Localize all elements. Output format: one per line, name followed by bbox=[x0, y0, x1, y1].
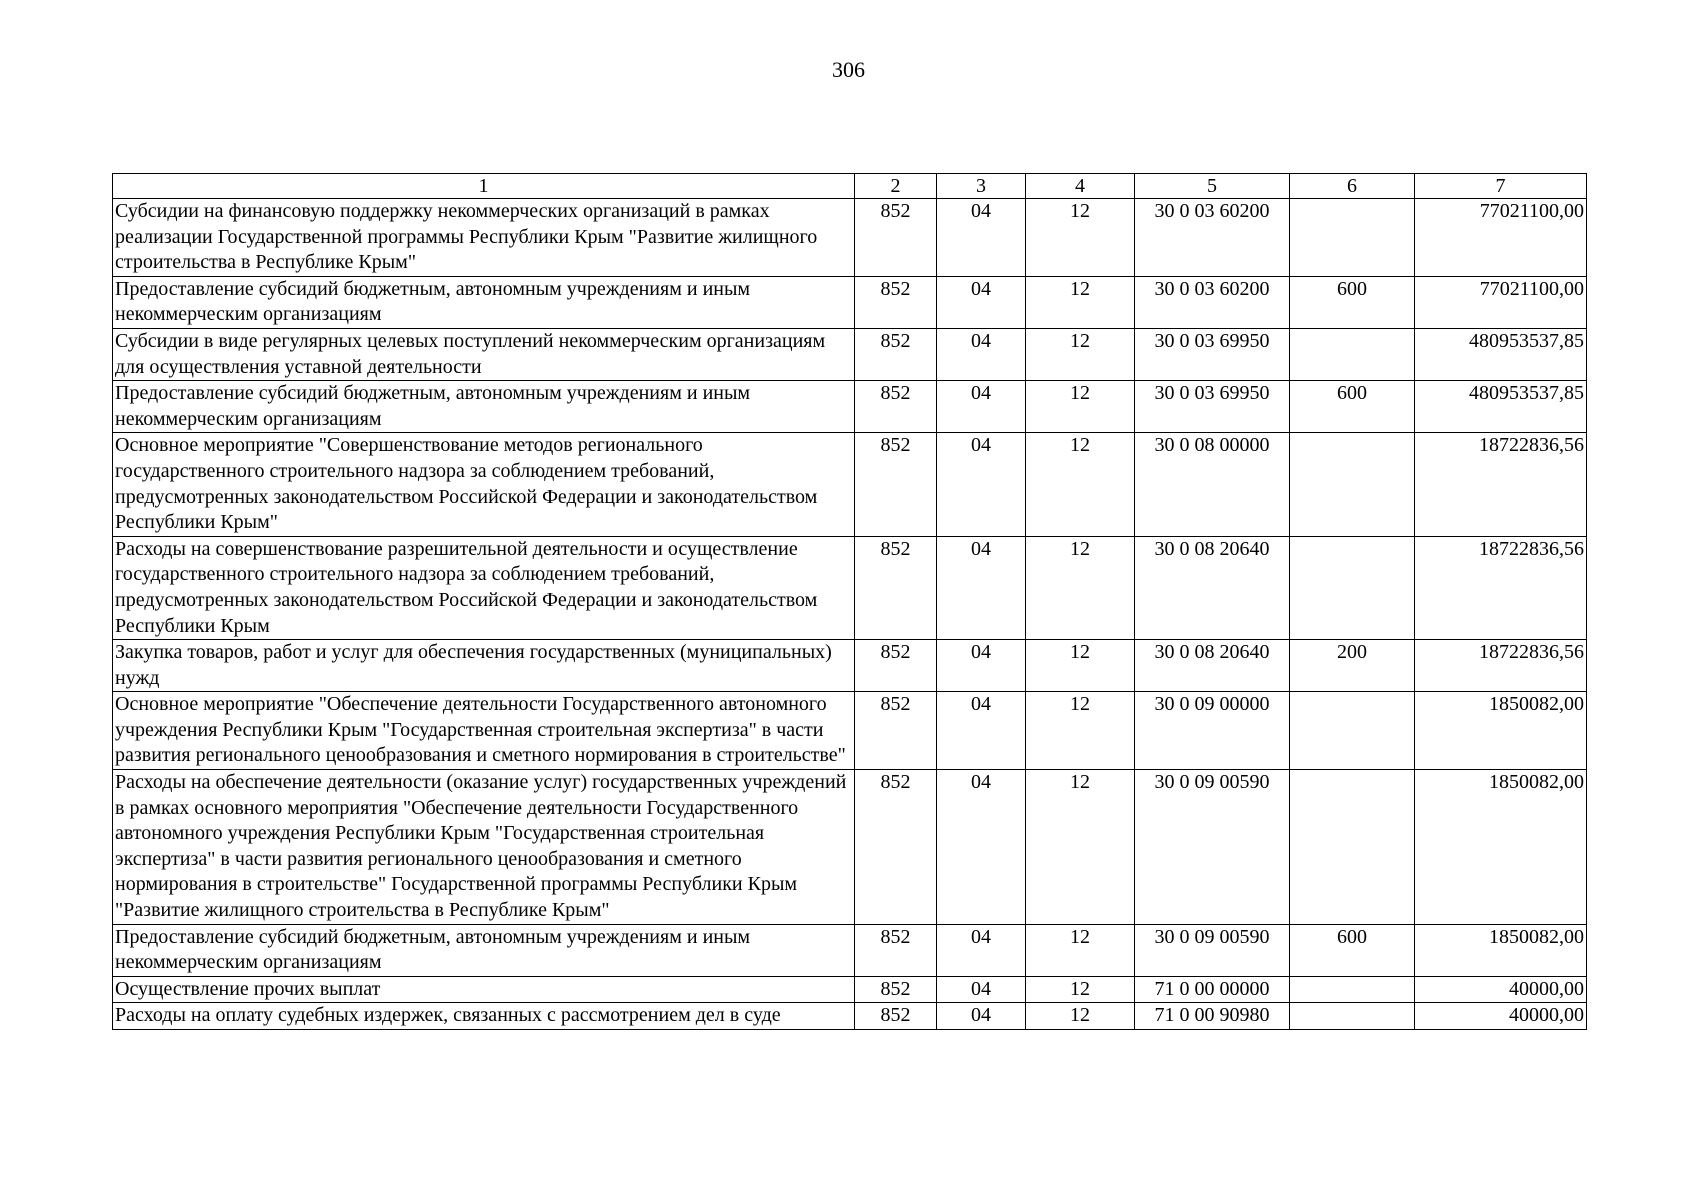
row-amount: 1850082,00 bbox=[1415, 770, 1587, 925]
column-header-7: 7 bbox=[1415, 174, 1587, 199]
row-section: 04 bbox=[937, 199, 1026, 277]
row-subsection: 12 bbox=[1026, 770, 1135, 925]
row-expense-type: 600 bbox=[1290, 924, 1415, 976]
row-grbs: 852 bbox=[855, 770, 937, 925]
row-grbs: 852 bbox=[855, 536, 937, 639]
budget-table bbox=[112, 173, 1587, 1030]
row-subsection: 12 bbox=[1026, 692, 1135, 770]
row-subsection: 12 bbox=[1026, 640, 1135, 692]
row-amount: 18722836,56 bbox=[1415, 536, 1587, 639]
row-target-article: 30 0 03 69950 bbox=[1135, 328, 1290, 380]
table-row bbox=[113, 381, 1587, 433]
column-header-1: 1 bbox=[113, 174, 855, 199]
row-grbs: 852 bbox=[855, 1003, 937, 1030]
column-header-5: 5 bbox=[1135, 174, 1290, 199]
row-subsection: 12 bbox=[1026, 536, 1135, 639]
row-grbs: 852 bbox=[855, 199, 937, 277]
row-amount: 1850082,00 bbox=[1415, 692, 1587, 770]
row-name: Основное мероприятие "Совершенствование методов регионального государственного строительного надзора за соблюдением требований, предусмотренных законодательством Российской Федерации и законодательством Республики Крым" bbox=[113, 433, 855, 536]
row-expense-type bbox=[1290, 328, 1415, 380]
row-section: 04 bbox=[937, 976, 1026, 1003]
row-target-article: 30 0 09 00000 bbox=[1135, 692, 1290, 770]
row-grbs: 852 bbox=[855, 640, 937, 692]
row-expense-type bbox=[1290, 199, 1415, 277]
row-expense-type: 600 bbox=[1290, 276, 1415, 328]
table-row bbox=[113, 924, 1587, 976]
table-row bbox=[113, 976, 1587, 1003]
row-target-article: 30 0 08 20640 bbox=[1135, 640, 1290, 692]
row-expense-type bbox=[1290, 692, 1415, 770]
row-section: 04 bbox=[937, 1003, 1026, 1030]
row-section: 04 bbox=[937, 640, 1026, 692]
row-grbs: 852 bbox=[855, 381, 937, 433]
column-header-4: 4 bbox=[1026, 174, 1135, 199]
row-section: 04 bbox=[937, 770, 1026, 925]
row-section: 04 bbox=[937, 381, 1026, 433]
row-name: Расходы на оплату судебных издержек, связанных с рассмотрением дел в суде bbox=[113, 1003, 855, 1030]
row-expense-type: 600 bbox=[1290, 381, 1415, 433]
row-target-article: 30 0 03 69950 bbox=[1135, 381, 1290, 433]
row-name: Расходы на совершенствование разрешительной деятельности и осуществление государственного строительного надзора за соблюдением требований, предусмотренных законодательством Российской Федерации и законодательством Республики Крым bbox=[113, 536, 855, 639]
row-section: 04 bbox=[937, 536, 1026, 639]
row-expense-type bbox=[1290, 1003, 1415, 1030]
row-section: 04 bbox=[937, 276, 1026, 328]
row-name: Предоставление субсидий бюджетным, автономным учреждениям и иным некоммерческим организациям bbox=[113, 924, 855, 976]
row-name: Осуществление прочих выплат bbox=[113, 976, 855, 1003]
row-target-article: 71 0 00 90980 bbox=[1135, 1003, 1290, 1030]
row-name: Предоставление субсидий бюджетным, автономным учреждениям и иным некоммерческим организациям bbox=[113, 276, 855, 328]
row-target-article: 71 0 00 00000 bbox=[1135, 976, 1290, 1003]
row-name: Расходы на обеспечение деятельности (оказание услуг) государственных учреждений в рамках основного мероприятия "Обеспечение деятельности Государственного автономного учреждения Республики Крым "Государственная строительная экспертиза" в части развития регионального ценообразования и сметного нормирования в строительстве" Государственной программы Республики Крым "Развитие жилищного строительства в Республике Крым" bbox=[113, 770, 855, 925]
row-target-article: 30 0 09 00590 bbox=[1135, 924, 1290, 976]
row-amount: 77021100,00 bbox=[1415, 276, 1587, 328]
header-row bbox=[113, 174, 1587, 199]
row-name: Субсидии на финансовую поддержку некоммерческих организаций в рамках реализации Государственной программы Республики Крым "Развитие жилищного строительства в Республике Крым" bbox=[113, 199, 855, 277]
column-header-3: 3 bbox=[937, 174, 1026, 199]
table-row bbox=[113, 640, 1587, 692]
row-amount: 480953537,85 bbox=[1415, 328, 1587, 380]
row-target-article: 30 0 03 60200 bbox=[1135, 199, 1290, 277]
row-subsection: 12 bbox=[1026, 433, 1135, 536]
row-name: Основное мероприятие "Обеспечение деятельности Государственного автономного учреждения Республики Крым "Государственная строительная экспертиза" в части развития регионального ценообразования и сметного нормирования в строительстве" bbox=[113, 692, 855, 770]
column-header-2: 2 bbox=[855, 174, 937, 199]
row-section: 04 bbox=[937, 692, 1026, 770]
row-expense-type bbox=[1290, 536, 1415, 639]
table-row bbox=[113, 692, 1587, 770]
column-header-6: 6 bbox=[1290, 174, 1415, 199]
row-expense-type bbox=[1290, 433, 1415, 536]
row-target-article: 30 0 08 00000 bbox=[1135, 433, 1290, 536]
row-name: Предоставление субсидий бюджетным, автономным учреждениям и иным некоммерческим организациям bbox=[113, 381, 855, 433]
row-target-article: 30 0 08 20640 bbox=[1135, 536, 1290, 639]
row-name: Субсидии в виде регулярных целевых поступлений некоммерческим организациям для осуществления уставной деятельности bbox=[113, 328, 855, 380]
row-amount: 18722836,56 bbox=[1415, 433, 1587, 536]
row-subsection: 12 bbox=[1026, 1003, 1135, 1030]
row-amount: 18722836,56 bbox=[1415, 640, 1587, 692]
row-subsection: 12 bbox=[1026, 276, 1135, 328]
row-amount: 480953537,85 bbox=[1415, 381, 1587, 433]
page-number: 306 bbox=[832, 57, 865, 82]
table-row bbox=[113, 276, 1587, 328]
row-name: Закупка товаров, работ и услуг для обеспечения государственных (муниципальных) нужд bbox=[113, 640, 855, 692]
row-grbs: 852 bbox=[855, 328, 937, 380]
table-row bbox=[113, 536, 1587, 639]
row-grbs: 852 bbox=[855, 976, 937, 1003]
table-row bbox=[113, 433, 1587, 536]
row-amount: 40000,00 bbox=[1415, 976, 1587, 1003]
row-subsection: 12 bbox=[1026, 199, 1135, 277]
row-grbs: 852 bbox=[855, 924, 937, 976]
table-row bbox=[113, 1003, 1587, 1030]
row-subsection: 12 bbox=[1026, 381, 1135, 433]
row-grbs: 852 bbox=[855, 276, 937, 328]
row-grbs: 852 bbox=[855, 692, 937, 770]
row-amount: 77021100,00 bbox=[1415, 199, 1587, 277]
table-row bbox=[113, 770, 1587, 925]
row-section: 04 bbox=[937, 924, 1026, 976]
row-subsection: 12 bbox=[1026, 924, 1135, 976]
row-expense-type: 200 bbox=[1290, 640, 1415, 692]
row-expense-type bbox=[1290, 976, 1415, 1003]
table-row bbox=[113, 199, 1587, 277]
row-amount: 1850082,00 bbox=[1415, 924, 1587, 976]
row-target-article: 30 0 03 60200 bbox=[1135, 276, 1290, 328]
row-expense-type bbox=[1290, 770, 1415, 925]
row-grbs: 852 bbox=[855, 433, 937, 536]
row-subsection: 12 bbox=[1026, 328, 1135, 380]
row-section: 04 bbox=[937, 328, 1026, 380]
row-subsection: 12 bbox=[1026, 976, 1135, 1003]
row-section: 04 bbox=[937, 433, 1026, 536]
table-row bbox=[113, 328, 1587, 380]
row-amount: 40000,00 bbox=[1415, 1003, 1587, 1030]
row-target-article: 30 0 09 00590 bbox=[1135, 770, 1290, 925]
